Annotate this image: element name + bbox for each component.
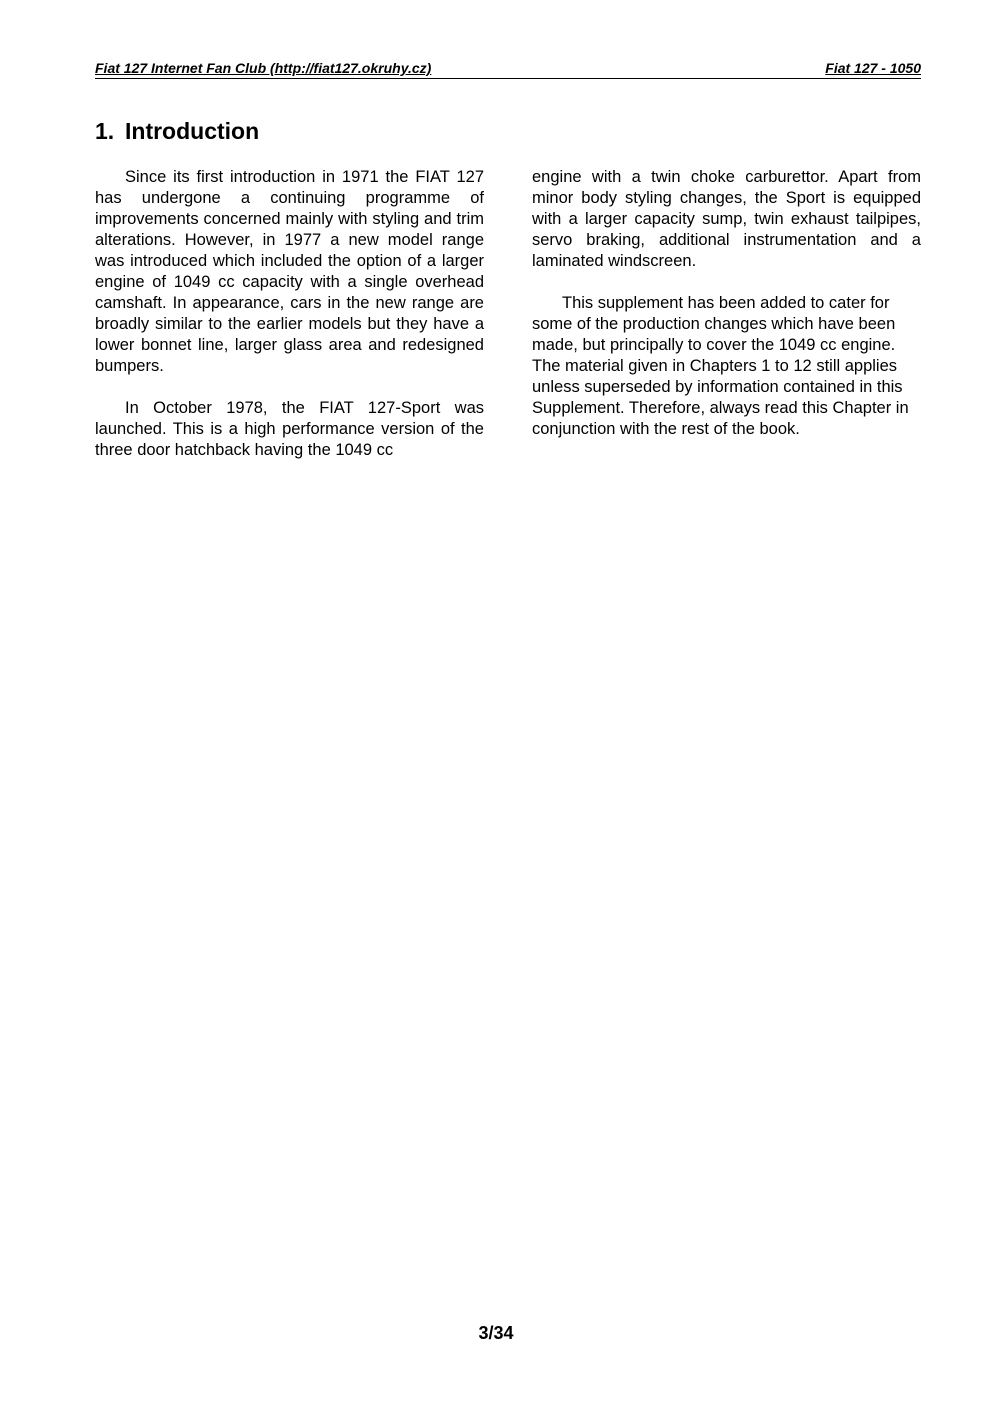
paragraph-sport-launch-continued: engine with a twin choke carburettor. Apart from minor body styling changes, the Sport is equipped with a larger capacity sump, twin exhaust tailpipes, servo braking, additional instrumentation and a laminated windscreen. — [532, 168, 921, 270]
text-column-left — [95, 167, 484, 482]
section-title: Introduction — [125, 118, 260, 144]
paragraph-sport-launch: In October 1978, the FIAT 127-Sport was launched. This is a high performance version of the three door hatchback having the 1049 cc — [95, 399, 484, 459]
header-document-title: Fiat 127 - 1050 — [825, 60, 921, 76]
paragraph-supplement-purpose: This supplement has been added to cater for some of the production changes which have been made, but principally to cover the 1049 cc engine. The material given in Chapters 1 to 12 still applies unless superseded by information contained in this Supplement. Therefore, always read this Chapter in conjunction with the rest of the book. — [532, 294, 909, 438]
page-number: 3/34 — [478, 1323, 514, 1343]
paragraph-history: Since its first introduction in 1971 the FIAT 127 has undergone a continuing programme of improvements concerned mainly with styling and trim alterations. However, in 1977 a new model range was introduced which included the option of a larger engine of 1049 cc capacity with a single overhead camshaft. In appearance, cars in the new range are broadly similar to the earlier models but they have a lower bonnet line, larger glass area and redesigned bumpers. — [95, 168, 484, 375]
page-header — [95, 60, 921, 79]
text-column-right — [532, 167, 921, 461]
header-site-title: Fiat 127 Internet Fan Club (http://fiat127.okruhy.cz) — [95, 60, 432, 76]
section-heading — [95, 118, 259, 145]
section-number: 1. — [95, 118, 115, 144]
